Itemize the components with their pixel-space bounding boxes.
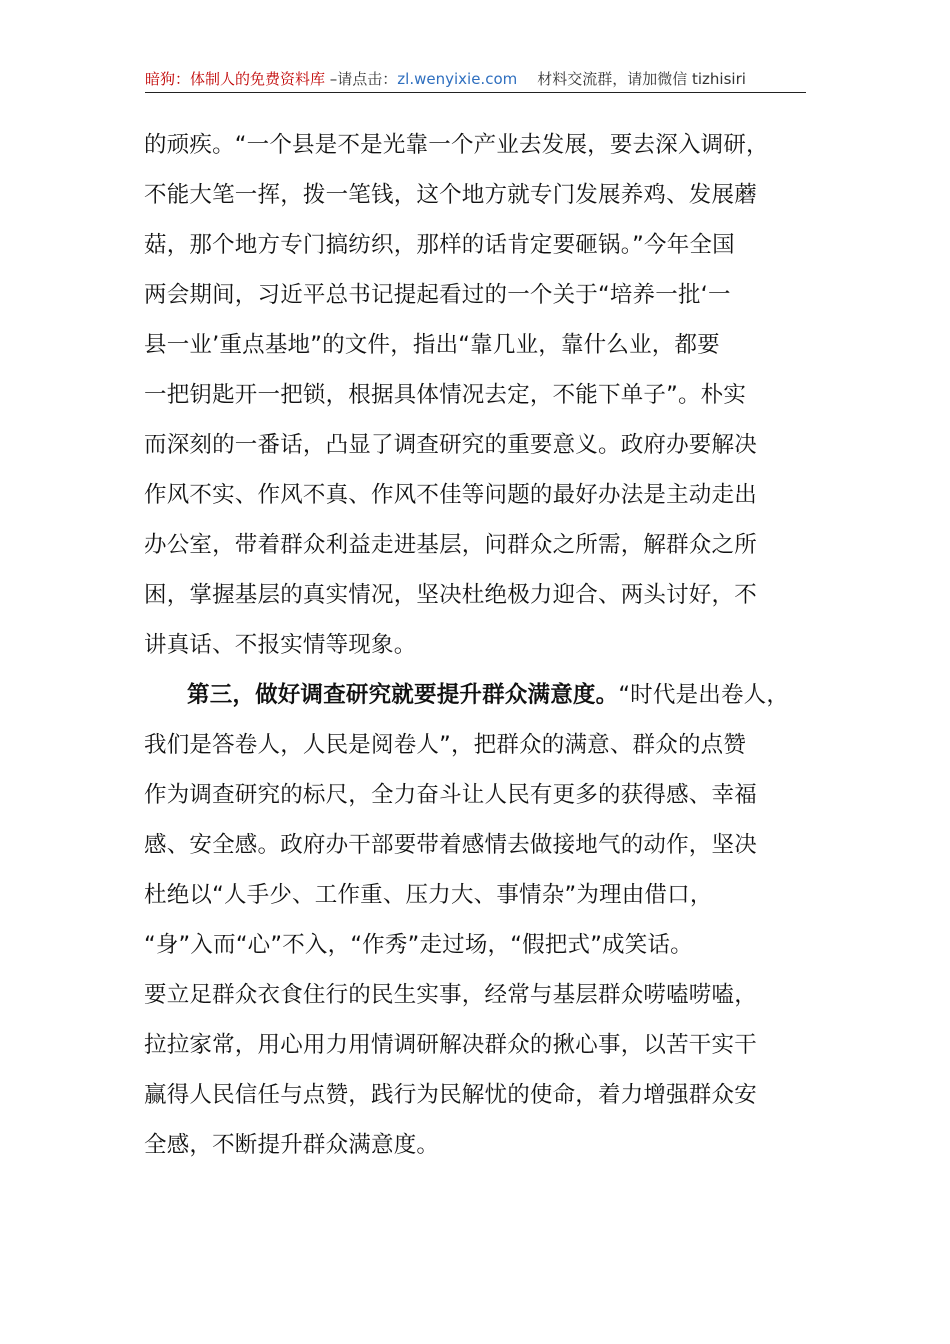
text-line: “身”入而“心”不入，“作秀”走过场，“假把式”成笑话。 bbox=[144, 932, 693, 958]
text-line: 困，掌握基层的真实情况，坚决杜绝极力迎合、两头讨好，不 bbox=[144, 582, 757, 608]
text-line: 而深刻的一番话，凸显了调查研究的重要意义。政府办要解决 bbox=[144, 432, 757, 458]
section-three-first-line bbox=[144, 670, 814, 720]
document-body bbox=[144, 120, 814, 1170]
text-line: 菇，那个地方专门搞纺织，那样的话肯定要砸锅。”今年全国 bbox=[144, 232, 735, 258]
text-line: 杜绝以“人手少、工作重、压力大、事情杂”为理由借口， bbox=[144, 882, 713, 908]
section-three-first-line-rest: “时代是出卷人， bbox=[618, 682, 790, 708]
text-line: 作风不实、作风不真、作风不佳等问题的最好办法是主动走出 bbox=[144, 482, 757, 508]
text-line: 要立足群众衣食住行的民生实事，经常与基层群众唠嗑唠嗑， bbox=[144, 982, 757, 1008]
text-line: 一把钥匙开一把锁，根据具体情况去定，不能下单子”。朴实 bbox=[144, 382, 747, 408]
text-line: 的顽疾。“一个县是不是光靠一个产业去发展，要去深入调研， bbox=[144, 132, 769, 158]
header-contact: 材料交流群，请加微信 tizhisiri bbox=[537, 70, 746, 88]
text-line: 县一业’重点基地”的文件，指出“靠几业，靠什么业，都要 bbox=[144, 332, 720, 358]
header-brand: 暗狗：体制人的免费资料库 bbox=[145, 70, 326, 88]
header-prompt: –请点击： bbox=[325, 70, 398, 88]
text-line: 作为调查研究的标尺，全力奋斗让人民有更多的获得感、幸福 bbox=[144, 782, 757, 808]
page-header bbox=[145, 66, 806, 93]
section-three-heading: 第三，做好调查研究就要提升群众满意度。 bbox=[187, 682, 619, 708]
text-line: 我们是答卷人，人民是阅卷人”，把群众的满意、群众的点赞 bbox=[144, 732, 747, 758]
text-line: 感、安全感。政府办干部要带着感情去做接地气的动作，坚决 bbox=[144, 832, 757, 858]
text-line: 两会期间，习近平总书记提起看过的一个关于“培养一批‘一 bbox=[144, 282, 731, 308]
text-line: 赢得人民信任与点赞，践行为民解忧的使命，着力增强群众安 bbox=[144, 1082, 757, 1108]
text-line: 不能大笔一挥，拨一笔钱，这个地方就专门发展养鸡、发展蘑 bbox=[144, 182, 757, 208]
text-line: 讲真话、不报实情等现象。 bbox=[144, 632, 417, 658]
text-line: 拉拉家常，用心用力用情调研解决群众的揪心事，以苦干实干 bbox=[144, 1032, 757, 1058]
text-line: 办公室，带着群众利益走进基层，问群众之所需，解群众之所 bbox=[144, 532, 757, 558]
header-link[interactable]: zl.wenyixie.com bbox=[397, 70, 518, 88]
text-line: 全感，不断提升群众满意度。 bbox=[144, 1132, 440, 1158]
